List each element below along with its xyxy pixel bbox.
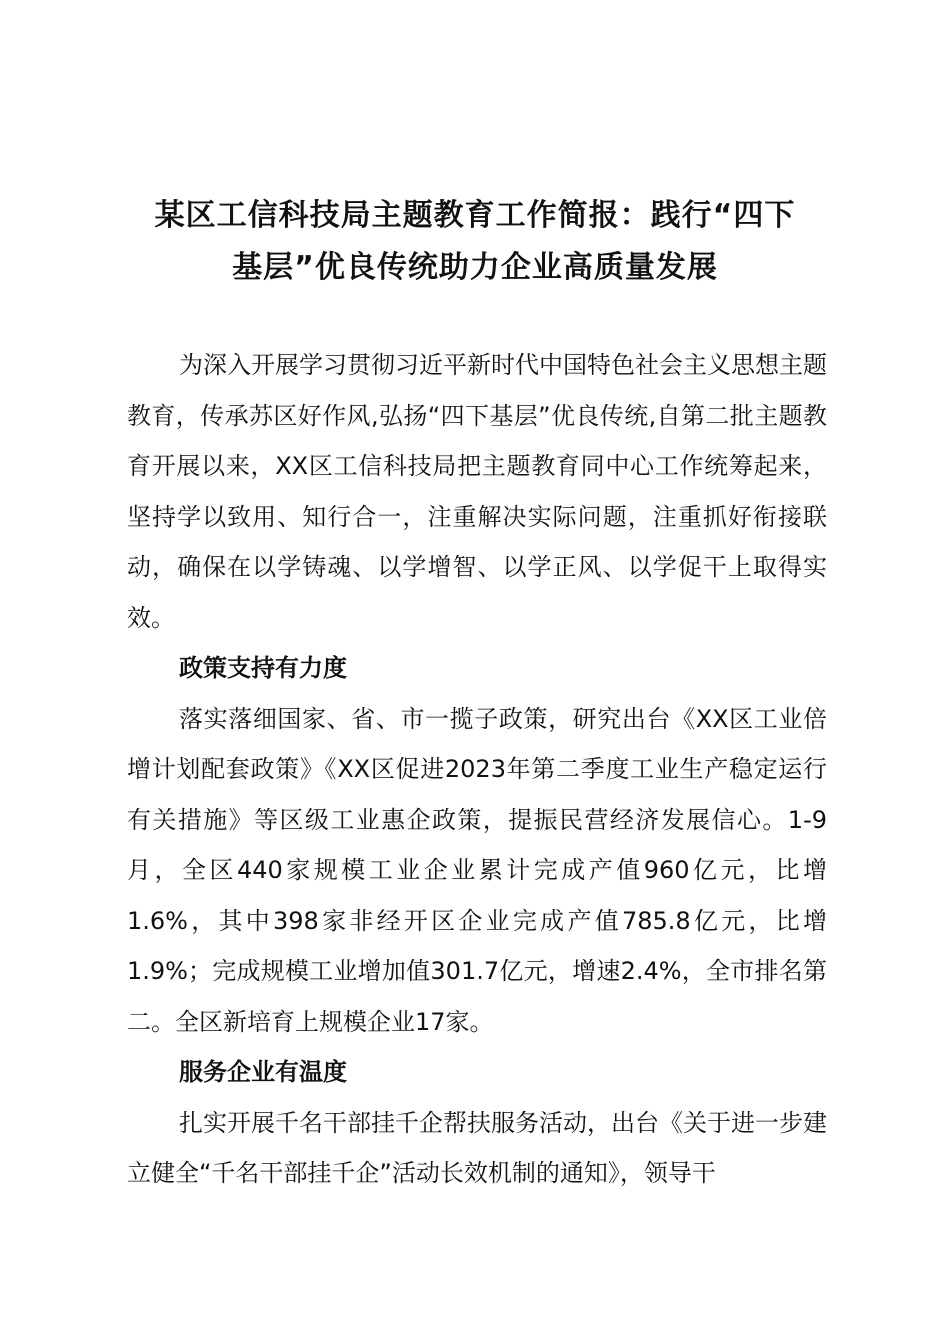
title-line-2: 基层”优良传统助力企业高质量发展 [232, 250, 718, 285]
document-title [120, 190, 830, 294]
section-paragraph-service: 扎实开展千名干部挂千企帮扶服务活动，出台《关于进一步建立健全“千名干部挂千企”活动长效机制的通知》，领导干 [127, 1108, 827, 1187]
document-body [127, 340, 827, 1199]
section-heading-policy: 政策支持有力度 [179, 654, 347, 682]
section-paragraph-policy: 落实落细国家、省、市一揽子政策，研究出台《XX区工业倍增计划配套政策》《XX区促进2023年第二季度工业生产稳定运行有关措施》等区级工业惠企政策，提振民营经济发展信心。1-9月，全区440家规模工业企业累计完成产值960亿元，比增1.6%，其中398家非经开区企业完成产值785.8亿元，比增1.9%；完成规模工业增加值301.7亿元，增速2.4%，全市排名第二。全区新培育上规模企业17家。 [127, 704, 827, 1036]
section-heading-service: 服务企业有温度 [179, 1058, 347, 1086]
intro-paragraph: 为深入开展学习贯彻习近平新时代中国特色社会主义思想主题教育，传承苏区好作风,弘扬“四下基层”优良传统,自第二批主题教育开展以来，XX区工信科技局把主题教育同中心工作统筹起来，坚持学以致用、知行合一，注重解决实际问题，注重抓好衔接联动，确保在以学铸魂、以学增智、以学正风、以学促干上取得实效。 [127, 351, 827, 632]
title-line-1: 某区工信科技局主题教育工作简报：践行“四下 [154, 198, 796, 233]
